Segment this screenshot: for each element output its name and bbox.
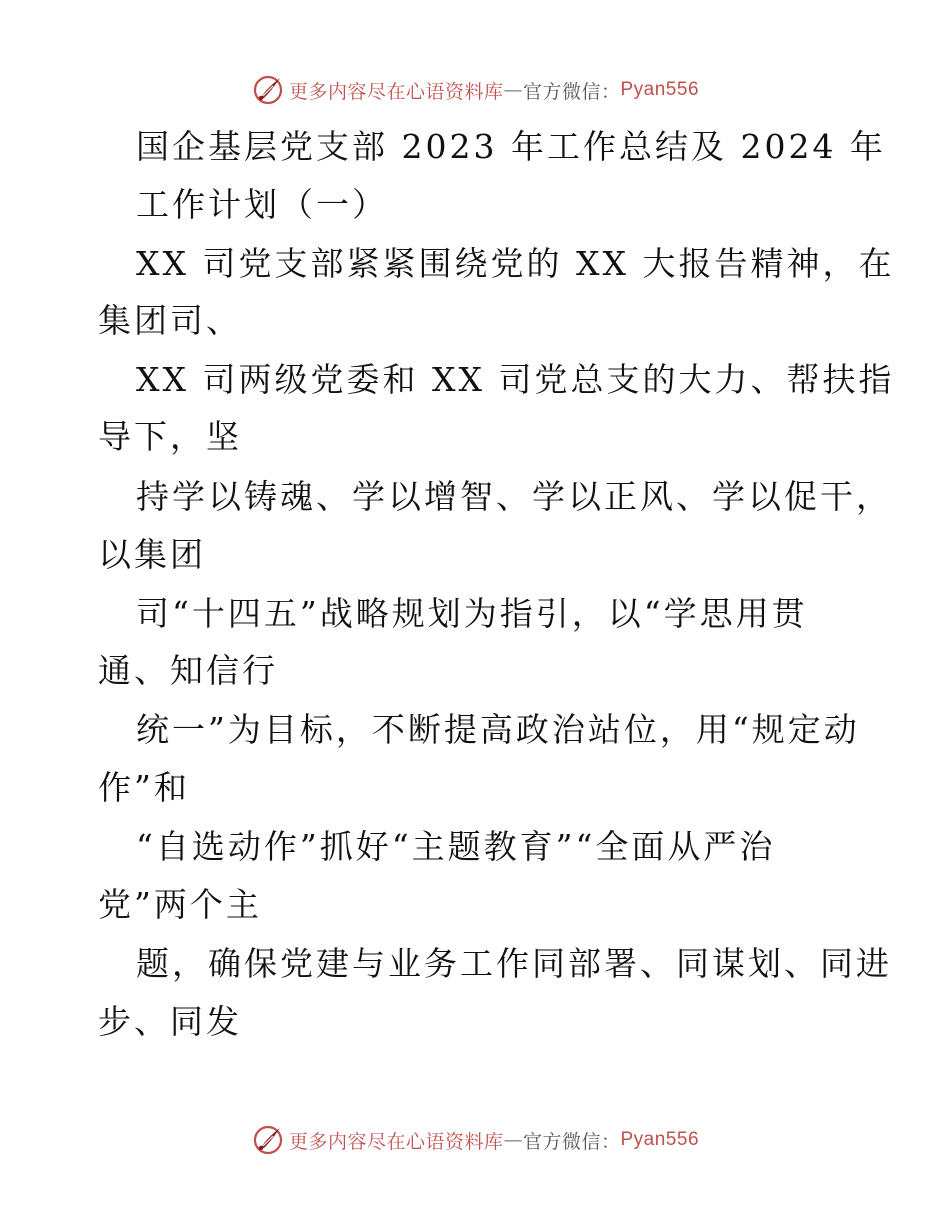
promo-text: 更多内容尽在心语资料库 bbox=[288, 1130, 504, 1153]
wechat-label: 官方微信： bbox=[522, 80, 621, 103]
feather-pen-logo-icon bbox=[251, 73, 285, 107]
header-watermark bbox=[0, 70, 950, 110]
wechat-id: Pyan556 bbox=[620, 79, 700, 100]
body-line: 集团司、 bbox=[98, 301, 242, 340]
feather-pen-logo-icon bbox=[251, 1123, 285, 1157]
wechat-id: Pyan556 bbox=[620, 1129, 700, 1150]
body-line: 党”两个主 bbox=[98, 885, 262, 924]
body-line: 作”和 bbox=[98, 768, 190, 807]
body-line: 题，确保党建与业务工作同部署、同谋划、同进 bbox=[136, 944, 892, 983]
wechat-label: 官方微信： bbox=[522, 1130, 621, 1153]
body-line: 统一”为目标，不断提高政治站位，用“规定动 bbox=[136, 710, 860, 749]
body-line: XX 司两级党委和 XX 司党总支的大力、帮扶指 bbox=[136, 360, 895, 399]
body-line: 通、知信行 bbox=[98, 651, 278, 690]
body-line: 步、同发 bbox=[98, 1002, 242, 1041]
document-title-line-2: 工作计划（一） bbox=[136, 185, 388, 224]
body-line: XX 司党支部紧紧围绕党的 XX 大报告精神，在 bbox=[136, 244, 895, 283]
footer-watermark bbox=[0, 1120, 950, 1160]
body-line: 导下，坚 bbox=[98, 417, 242, 456]
body-line: “自选动作”抓好“主题教育”“全面从严治 bbox=[136, 827, 776, 866]
document-title-line-1: 国企基层党支部 2023 年工作总结及 2024 年 bbox=[136, 127, 886, 166]
body-line: 司“十四五”战略规划为指引，以“学思用贯 bbox=[136, 594, 808, 633]
promo-text: 更多内容尽在心语资料库 bbox=[288, 80, 504, 103]
separator-dash: — bbox=[503, 1129, 523, 1151]
body-line: 持学以铸魂、学以增智、学以正风、学以促干， bbox=[136, 477, 892, 516]
body-line: 以集团 bbox=[98, 535, 206, 574]
separator-dash: — bbox=[503, 79, 523, 101]
